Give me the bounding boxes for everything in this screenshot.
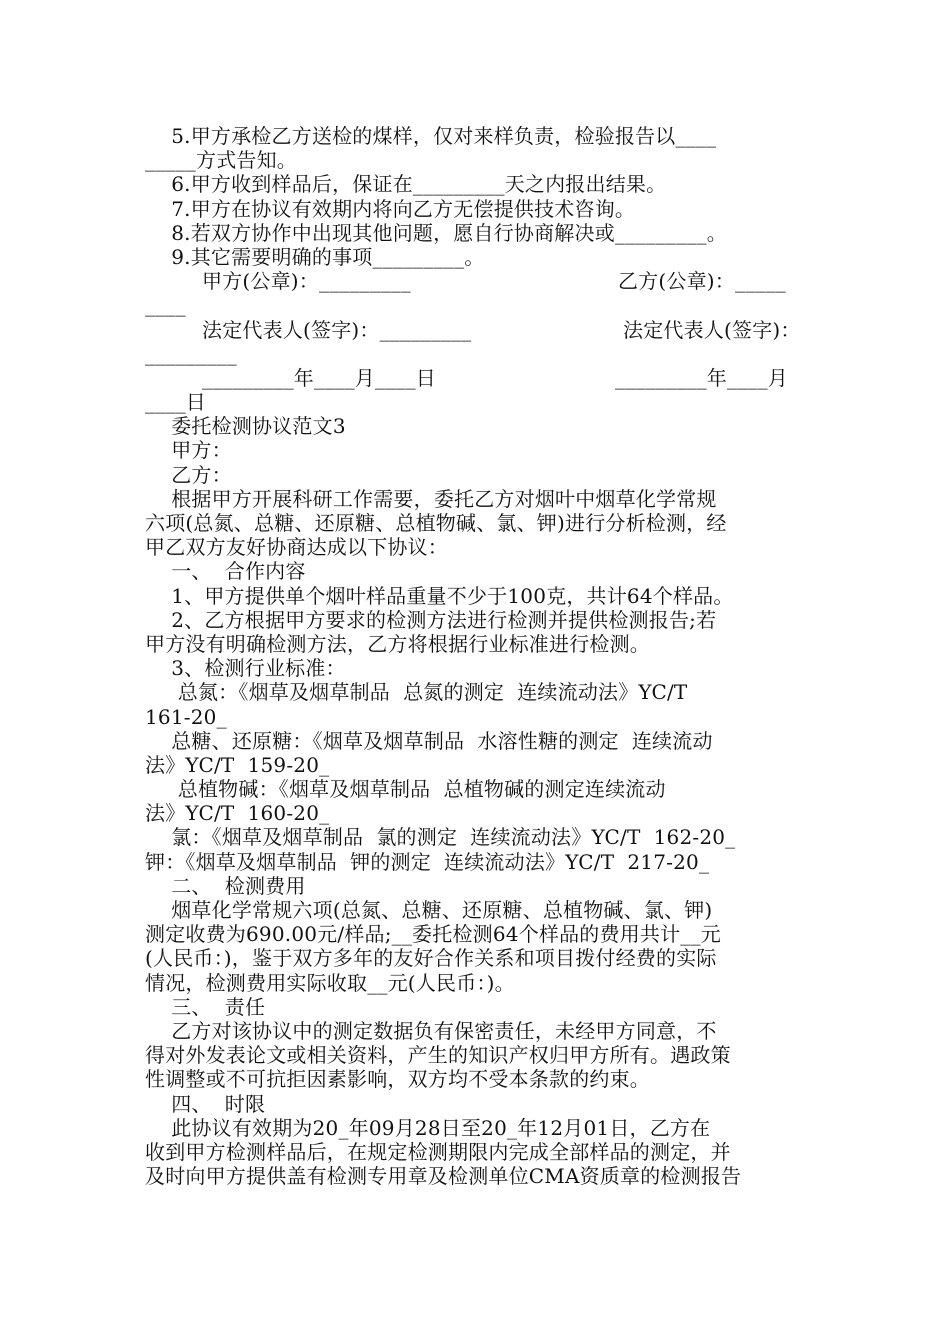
preamble-line: 六项(总氮、总糖、还原糖、总植物碱、氯、钾)进行分析检测，经 <box>145 511 727 535</box>
paragraph-line: 1、甲方提供单个烟叶样品重量不少于100克，共计64个样品。 <box>145 583 734 608</box>
standard-line: 法》YC/T 159-20_ <box>145 752 330 777</box>
section-heading: 三、 责任 <box>145 994 266 1019</box>
party-a-representative: 法定代表人(签字)：_________ <box>202 317 472 342</box>
party-a-seal: 甲方(公章)：_________ <box>202 269 411 294</box>
party-b-label: 乙方： <box>145 462 232 487</box>
section-heading: 一、 合作内容 <box>145 559 306 584</box>
party-b-date-continuation: ____日 <box>145 390 206 415</box>
standard-line: 氯：《烟草及烟草制品 氯的测定 连续流动法》YC/T 162-20_ <box>145 825 736 850</box>
paragraph-line: 测定收费为690.00元/样品;__委托检测64个样品的费用共计__元 <box>145 922 721 947</box>
paragraph-line: 乙方对该协议中的测定数据负有保密责任，未经甲方同意，不 <box>145 1018 717 1043</box>
party-a-date: _________年____月____日 <box>202 365 436 390</box>
section-heading: 二、 检测费用 <box>145 873 306 898</box>
clause-5-line-1: 5.甲方承检乙方送检的煤样，仅对来样负责，检验报告以____ <box>145 124 717 148</box>
paragraph-line: 情况，检测费用实际收取__元(人民币：)。 <box>145 970 515 995</box>
paragraph-line: (人民币：)，鉴于双方多年的友好合作关系和项目拨付经费的实际 <box>145 946 717 971</box>
paragraph-line: 烟草化学常规六项(总氮、总糖、还原糖、总植物碱、氯、钾) <box>145 898 713 922</box>
clause-6: 6.甲方收到样品后，保证在_________天之内报出结果。 <box>145 172 667 197</box>
standard-line: 总氮：《烟草及烟草制品 总氮的测定 连续流动法》YC/T <box>145 680 688 705</box>
paragraph-line: 得对外发表论文或相关资料，产生的知识产权归甲方所有。遇政策 <box>145 1043 731 1068</box>
standard-line: 161-20_ <box>145 704 227 729</box>
party-b-representative: 法定代表人(签字)： <box>623 317 801 342</box>
party-b-seal: 乙方(公章)：_____ <box>618 269 787 294</box>
standard-line: 钾：《烟草及烟草制品 钾的测定 连续流动法》YC/T 217-20_ <box>145 849 710 874</box>
paragraph-line: 性调整或不可抗拒因素影响，双方均不受本条款的约束。 <box>145 1067 650 1092</box>
paragraph-line: 收到甲方检测样品后，在规定检测期限内完成全部样品的测定，并 <box>145 1139 731 1164</box>
party-b-date: _________年____月 <box>615 365 788 390</box>
party-b-seal-continuation: ____ <box>145 293 186 318</box>
section-heading: 四、 时限 <box>145 1091 266 1116</box>
clause-9: 9.其它需要明确的事项_________。 <box>145 244 485 269</box>
paragraph-line: 3、检测行业标准： <box>145 656 346 681</box>
standard-line: 总植物碱：《烟草及烟草制品 总植物碱的测定连续流动 <box>145 777 666 802</box>
preamble-line: 甲乙双方友好协商达成以下协议： <box>145 535 448 560</box>
paragraph-line: 甲方没有明确检测方法，乙方将根据行业标准进行检测。 <box>145 631 650 656</box>
clause-5-line-2: _____方式告知。 <box>145 148 297 173</box>
paragraph-line: 及时向甲方提供盖有检测专用章及检测单位CMA资质章的检测报告 <box>145 1164 742 1189</box>
preamble-line: 根据甲方开展科研工作需要，委托乙方对烟叶中烟草化学常规 <box>145 486 717 511</box>
clause-7: 7.甲方在协议有效期内将向乙方无偿提供技术咨询。 <box>145 196 636 221</box>
party-b-representative-continuation: _________ <box>145 341 237 366</box>
representative-row <box>145 318 810 342</box>
document-page <box>145 124 810 1188</box>
paragraph-line: 2、乙方根据甲方要求的检测方法进行检测并提供检测报告;若 <box>145 607 717 632</box>
clause-8: 8.若双方协作中出现其他问题，愿自行协商解决或_________。 <box>145 220 727 245</box>
standard-line: 总糖、还原糖：《烟草及烟草制品 水溶性糖的测定 连续流动 <box>145 728 713 753</box>
standard-line: 法》YC/T 160-20_ <box>145 801 330 826</box>
party-a-label: 甲方： <box>145 438 232 463</box>
paragraph-line: 此协议有效期为20_年09月28日至20_年12月01日，乙方在 <box>145 1115 711 1140</box>
date-row <box>145 366 810 390</box>
document-title: 委托检测协议范文3 <box>145 414 346 439</box>
seal-row <box>145 269 810 293</box>
